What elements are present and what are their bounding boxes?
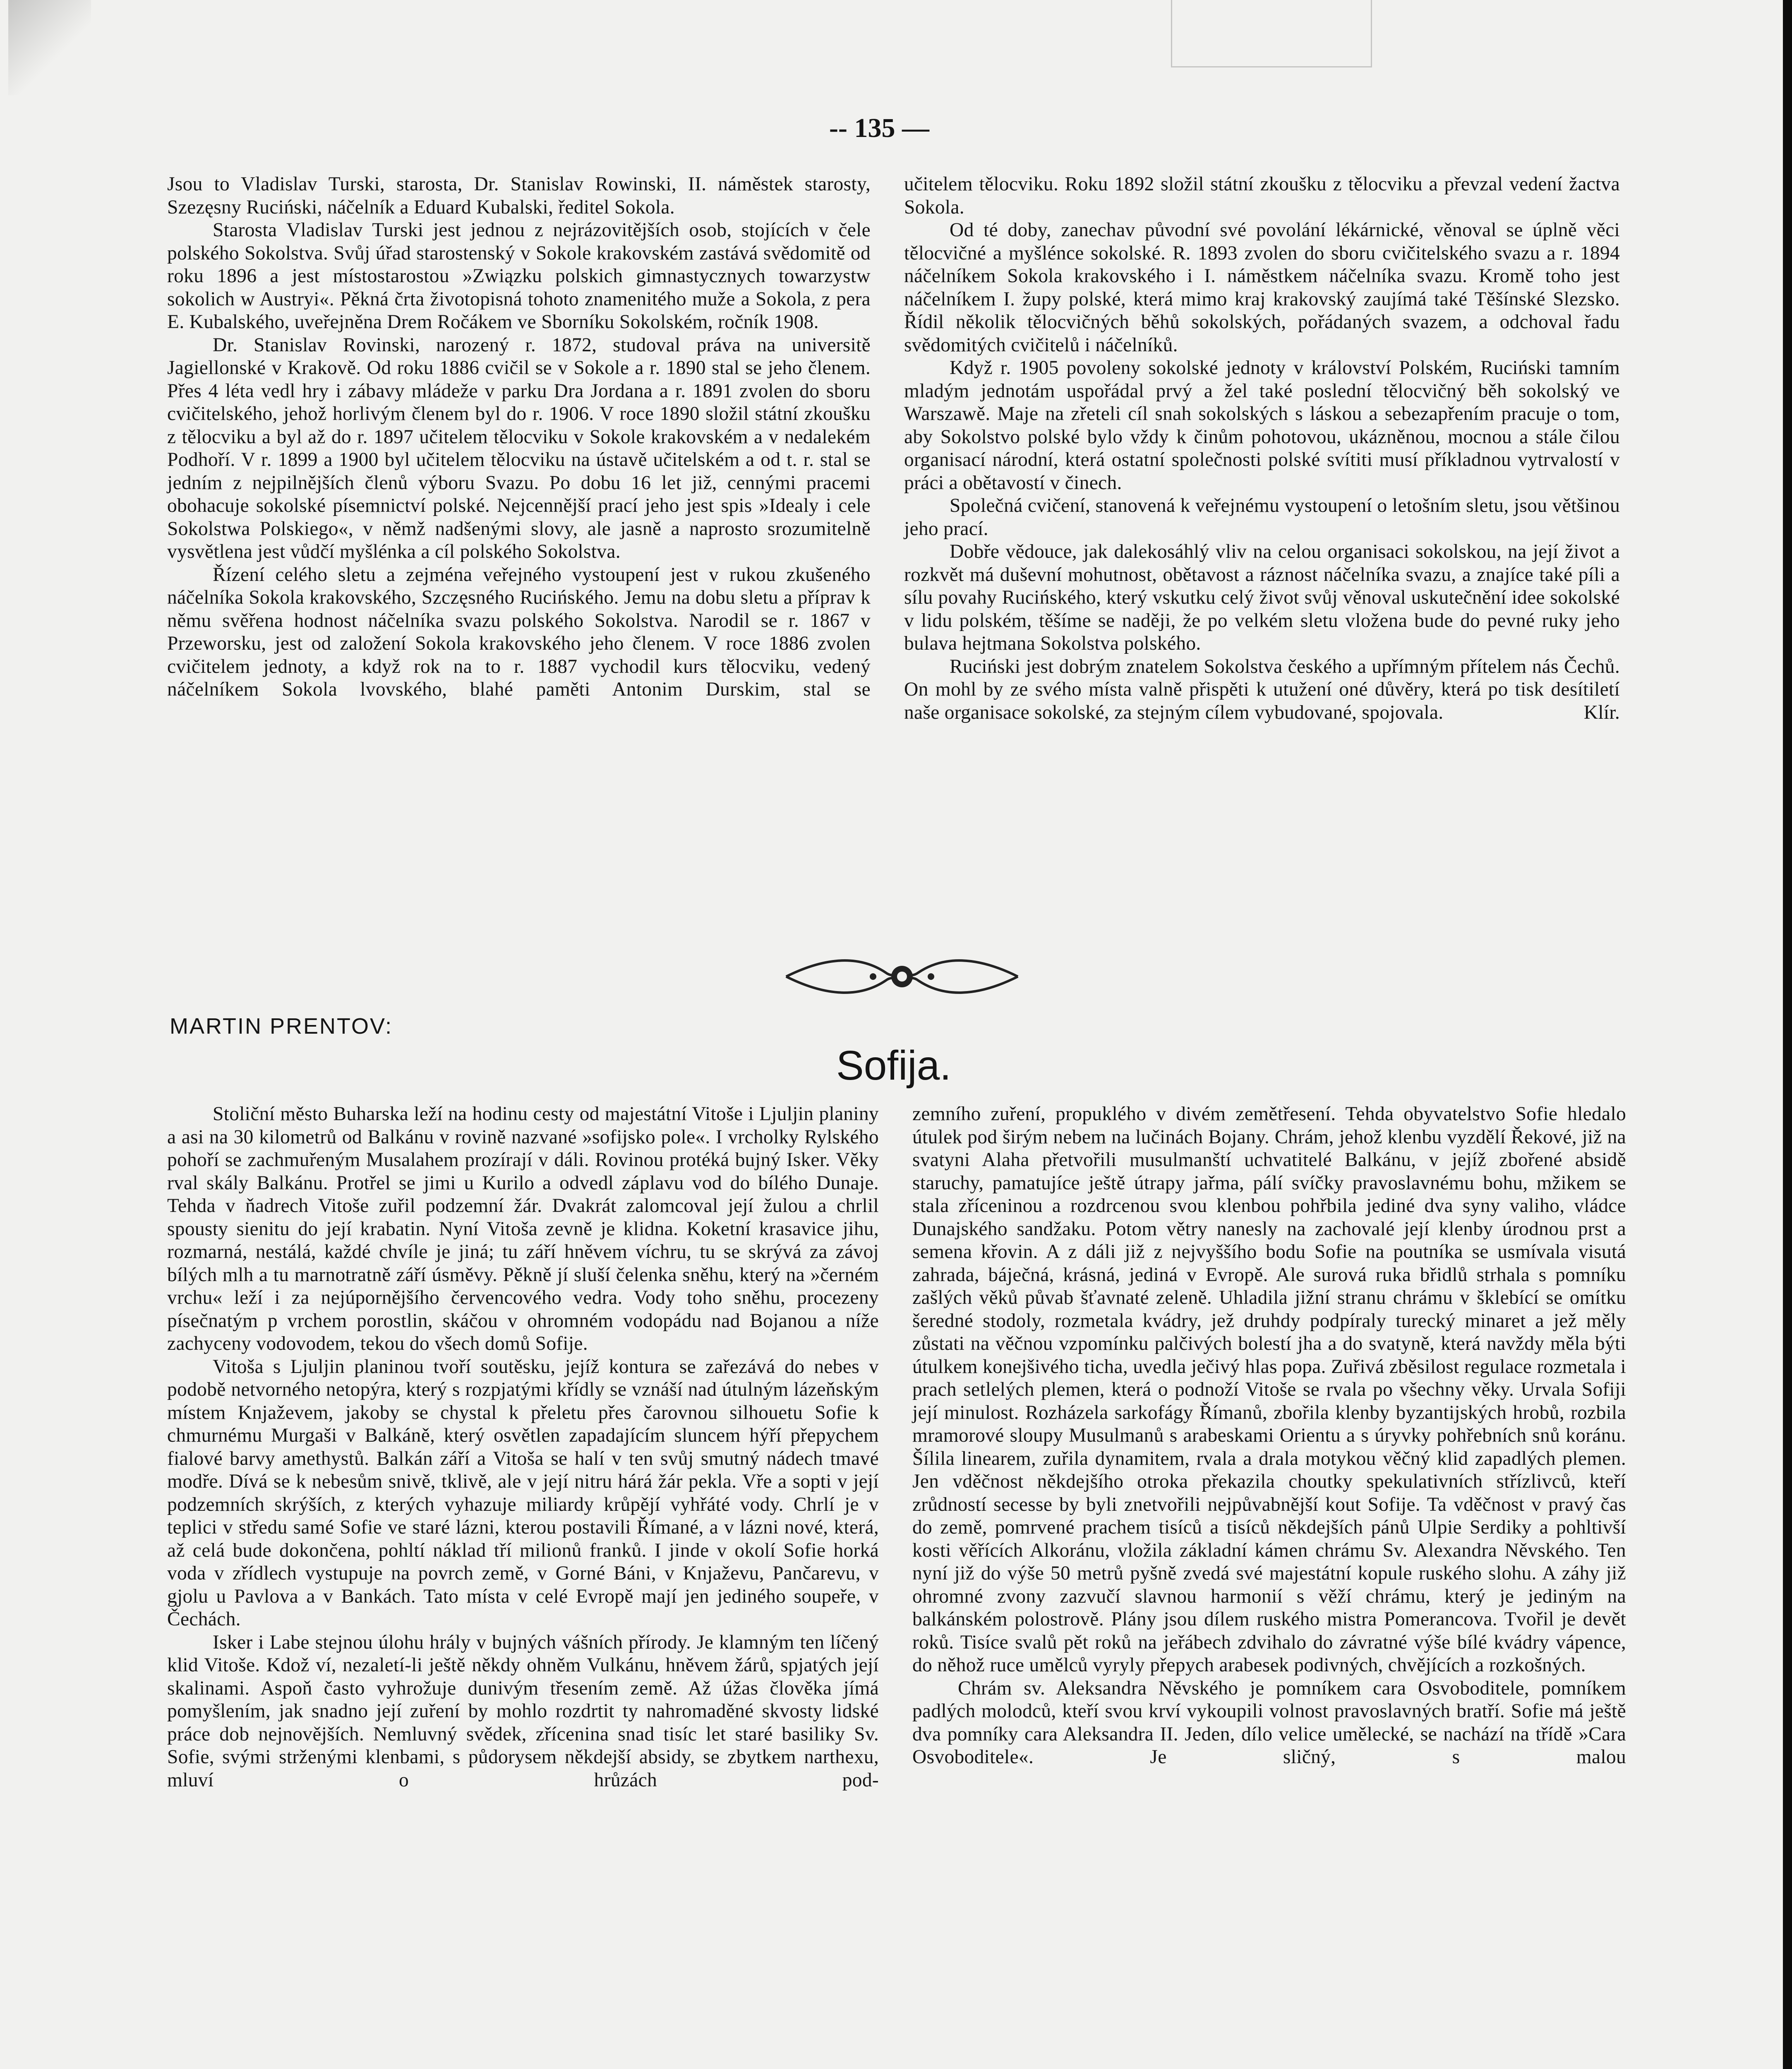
page-number: -- 135 — xyxy=(829,113,929,143)
paragraph: zemního zuření, propuklého v divém zemětřesení. Tehda obyvatelstvo Sofie hledalo útulek pod širým nebem na lučinách Bojany. Chrám, jehož klenbu vyzdělí Řekové, již na svatyni Alaha přetvořili musulmanští uchvatitelé Balkánu, v jejíž zbořené absidě staruchy, pamatujíce ještě útrapy jařma, pálí svíčky pravoslavnému bohu, mžikem se stala zříceninou a rozdrcenou svou klenbou pohřbila jediné dva syny valiho, vládce Dunajského sandžaku. Potom větry nanesly na zachovalé její klenby úrodnou prst a semena křovin. A z dáli již z nejvyššího bodu Sofie na poutníka se usmívala visutá zahrada, báječná, krásná, jediná v Evropě. Ale surová ruka břidlů strhala s pomníku zašlých věků půvab šťavnaté zeleně. Uhladila jižní stranu chrámu v šklebící se omítku šeredné stodoly, rozmetala kvádry, jež druhdy podpíraly turecký minaret a jež měly zůstati na věčnou vzpomínku palčivých bolestí jha a do svatyně, která navždy měla býti útulkem konejšivého ticha, uvedla ječivý hlas popa. Zuřivá zběsilost regulace rozmetala i prach setlelých plemen, která o podnoží Vitoše se rvala po všechny věky. Urvala Sofiji její minulost. Rozházela sarkofágy Římanů, zbořila klenby byzantijských hrobů, rozbila mramorové sloupy Musulmanů s arabeskami Orientu a s úryvky pohřebních snů koránu. Šílila linearem, zuřila dynamitem, rvala a drala motykou věčný klid zapadlých plemen. Jen vděčnost někdejšího otroka překazila choutky spekulativních střízlivců, kteří zrůdností secesse by byli znetvořili nejpůvabnější kout Sofije. Ta vděčnost v pravý čas do země, pomrvené prachem tisíců a tisíců někdejších pánů Ulpie Serdiky a pohltivší kosti věřících Alkoránu, vložila základní kámen chrámu Sv. Alexandra Něvského. Ten nyní již do výše 50 metrů pyšně zvedá své majestátní kopule ruského slohu. A záhy již ohromné zvony zazvučí slavnou harmonií s věží chrámu, který je jediným na balkánském polostrově. Plány jsou dílem ruského mistra Pomerancova. Tvořil je devět roků. Tisíce svalů pět roků na jeřábech zdvihalo do závratné výše bílé kvádry vápence, do něhož ruce umělců vyryly přepych arabesek podivných, chvějících a rozkošných. xyxy=(912,1103,1626,1676)
paragraph: Stoliční město Buharska leží na hodinu cesty od majestátní Vitoše i Ljuljin planiny a asi na 30 kilometrů od Balkánu v rovině nazvané »sofijsko pole«. I vrcholky Rylského pohoří se zachmuřeným Musalahem prozírají v dáli. Rovinou protéká bujný Isker. Věky rval skály Balkánu. Protřel se jimi u Kurilo a odvedl záplavu vod do bílého Dunaje. Tehda v ňadrech Vitoše zuřil podzemní žár. Dvakrát zalomcoval její žulou a chrlil spousty sienitu do její krabatin. Nyní Vitoša zevně je klidna. Koketní krasavice jihu, rozmarná, nestálá, každé chvíle je jiná; tu září hněvem víchru, tu se skrývá za závoj bílých mlh a tu marnotratně září úsměvy. Pěkně jí sluší čelenka sněhu, který na »černém vrchu« leží i za nejúpornějšího červencového vedra. Vody toho sněhu, procezeny písečnatým p vrchem porostlin, skáčou v ohromném vodopádu nad Bojanou a níže zachyceny vodovodem, tekou do všech domů Sofije. xyxy=(167,1103,879,1354)
paragraph: Starosta Vladislav Turski jest jednou z nejrázovitějších osob, stojících v čele polského Sokolstva. Svůj úřad starostenský v Sokole krakovském zastává svědomitě od roku 1896 a jest místostarostou »Związku polskich gimnastycznych towarzystw sokolich w Austryi«. Pěkná črta životopisná tohoto znamenitého muže a Sokola, z pera E. Kubalského, uveřejněna Drem Ročákem ve Sborníku Sokolském, ročník 1908. xyxy=(167,219,871,333)
paragraph: učitelem tělocviku. Roku 1892 složil státní zkoušku z tělocviku a převzal vedení žactva Sokola. xyxy=(904,173,1620,218)
scan-smudge xyxy=(8,0,91,95)
signature: Klír. xyxy=(1583,701,1620,723)
paragraph: Od té doby, zanechav původní své povolání lékárnické, věnoval se úplně věci tělocvičné a myšlénce sokolské. R. 1893 zvolen do sboru cvičitelského svazu a r. 1894 náčelníkem Sokola krakovského i I. náměstkem náčelníka svazu. Kromě toho jest náčelníkem I. župy polské, která mimo kraj krakovský zaujímá také Těšínské Slezsko. Řídil několik tělocvičných běhů sokolských, pořádaných svazem, a odchoval řadu svědomitých cvičitelů i náčelníků. xyxy=(904,219,1620,356)
paragraph: Dr. Stanislav Rovinski, narozený r. 1872, studoval práva na universitě Jagiellonské v Krakově. Od roku 1886 cvičil se v Sokole a r. 1890 stal se jeho členem. Přes 4 léta vedl hry i zábavy mládeže v parku Dra Jordana a r. 1891 zvolen do sboru cvičitelského, jehož horlivým členem byl do r. 1906. V roce 1890 složil státní zkoušku z tělocviku a byl až do r. 1897 učitelem tělocviku v Sokole krakovském a v nedalekém Podhoří. V r. 1899 a 1900 byl učitelem tělocviku na ústavě učitelském a od t. r. stal se jedním z nejpilnějších členů výboru Svazu. Po dobu 16 let již, cennými pracemi obohacuje sokolské písemnictví polské. Nejcennější prací jeho jest spis »Idealy i cele Sokolstwa Polskiego«, v němž nadšenými slovy, ale jasně a naprosto srozumitelně vysvětlena jest vůdčí myšlénka a cíl polského Sokolstva. xyxy=(167,334,871,562)
paragraph: Když r. 1905 povoleny sokolské jednoty v království Polském, Ruciński tamním mladým jednotám uspořádal prvý a žel také poslední tělocvičný běh sokolský ve Warszawě. Maje na zřeteli cíl snah sokolských s láskou a sebezapřením pracuje o tom, aby Sokolstvo polské bylo vždy k činům pohotovou, ukázněnou, mocnou a stále čilou organisací národní, která ostatní společnosti polské svítiti musí příkladnou vytrvalostí v práci a obětavostí v činech. xyxy=(904,357,1620,494)
paragraph: Vitoša s Ljuljin planinou tvoří soutěsku, jejíž kontura se zařezává do nebes v podobě netvorného netopýra, který s rozpjatými křídly se vznáší nad útulným lázeňským místem Knjaževem, jakoby se chystal k přeletu přes čarovnou silhouetu Sofie k chmurnému Murgaši v Balkáně, který osvětlen zapadajícím sluncem hýří přepychem fialové barvy amethystů. Balkán září a Vitoša se halí v ten svůj smutný nádech tmavé modře. Dívá se k nebesům snivě, tklivě, ale v její nitru hárá žár pekla. Vře a sopti v její podzemních skrýších, z kterých vyhazuje miliardy krůpějí vyhřáté vody. Chrlí je v teplici v středu samé Sofie ve staré lázni, kterou postavili Římané, a v lázni nové, která, až celá bude dokončena, pohltí náklad tří milionů franků. I jinde v okolí Sofie horká voda v zřídlech vystupuje na povrch země, v Gorné Báni, v Knjaževu, Pančarevu, v gjolu u Pavlova a v Bankách. Tato místa v celé Evropě mají jen jediného soupeře, v Čechách. xyxy=(167,1356,879,1630)
paragraph: Společná cvičení, stanovená k veřejnému vystoupení o letošním sletu, jsou většinou jeho prací. xyxy=(904,495,1620,540)
article-title: Sofija. xyxy=(836,1042,951,1089)
paragraph xyxy=(904,655,1620,725)
column-left-bottom xyxy=(167,1103,879,1792)
paragraph: Řízení celého sletu a zejména veřejného vystoupení jest v rukou zkušeného náčelníka Sokola krakovského, Szczęsného Rucińského. Jemu na dobu sletu a příprav k němu svěřena hodnost náčelníka svazu polského Sokolstva. Narodil se r. 1867 v Przeworsku, jest od založení Sokola krakovského jeho členem. V roce 1886 zvolen cvičitelem jednoty, a když rok na to r. 1887 vychodil kurs tělocviku, vedený náčelníkem Sokola lvovského, blahé paměti Antonim Durskim, stal se xyxy=(167,564,871,700)
column-right-top xyxy=(904,173,1620,724)
column-left-top xyxy=(167,173,871,701)
paragraph: Isker i Labe stejnou úlohu hrály v bujných vášních přírody. Je klamným ten líčený klid Vitoše. Kdož ví, nezaletí-li ještě někdy ohněm Vulkánu, hněvem žárů, spjatých její skalinami. Aspoň často vyhrožuje dunivým třesením země. Až úžas člověka jímá pomyšlením, jak snadno její zuření by mohlo rozdrtit ty nahromaděné skvosty lidské práce dob nejnovějších. Nemluvný svědek, zřícenina snad tisíc let staré basiliky Sv. Sofie, svými strženými klenbami, s půdorysem někdejší absidy, se zbytkem narthexu, mluví o hrůzách pod- xyxy=(167,1631,879,1791)
paragraph: Jsou to Vladislav Turski, starosta, Dr. Stanislav Rowinski, II. náměstek starosty, Szezęsny Ruciński, náčelník a Eduard Kubalski, ředitel Sokola. xyxy=(167,173,871,218)
scan-edge-right xyxy=(1783,0,1792,2069)
paragraph: Chrám sv. Aleksandra Něvského je pomníkem cara Osvoboditele, pomníkem padlých molodců, kteří svou krví vykoupili volnost pravoslavných bratří. Sofie má ještě dva pomníky cara Aleksandra II. Jeden, dílo velice umělecké, se nachází na třídě »Cara Osvoboditele«. Je sličný, s malou xyxy=(912,1677,1626,1768)
column-right-bottom xyxy=(912,1103,1626,1769)
ornament-divider xyxy=(778,948,1026,1006)
article-author: MARTIN PRENTOV: xyxy=(170,1014,393,1039)
library-stamp xyxy=(1171,0,1372,67)
paragraph-text: Ruciński jest dobrým znatelem Sokolstva českého a upřímným přítelem nás Čechů. On mohl by ze svého místa valně přispěti k utužení oné důvěry, která po tisk desítiletí naše organisace sokolské, za stejným cílem vybudované, spojovala. xyxy=(904,655,1620,723)
paragraph: Dobře vědouce, jak dalekosáhlý vliv na celou organisaci sokolskou, na její život a rozkvět má duševní mohutnost, obětavost a ráznost náčelníka svazu, a znajíce také píli a sílu povahy Rucińského, který vskutku celý život svůj věnoval uskutečnění idee sokolské v lidu polském, těšíme se naději, že po velkém sletu vložena bude do pevné ruky jeho bulava hejtmana Sokolstva polského. xyxy=(904,541,1620,654)
